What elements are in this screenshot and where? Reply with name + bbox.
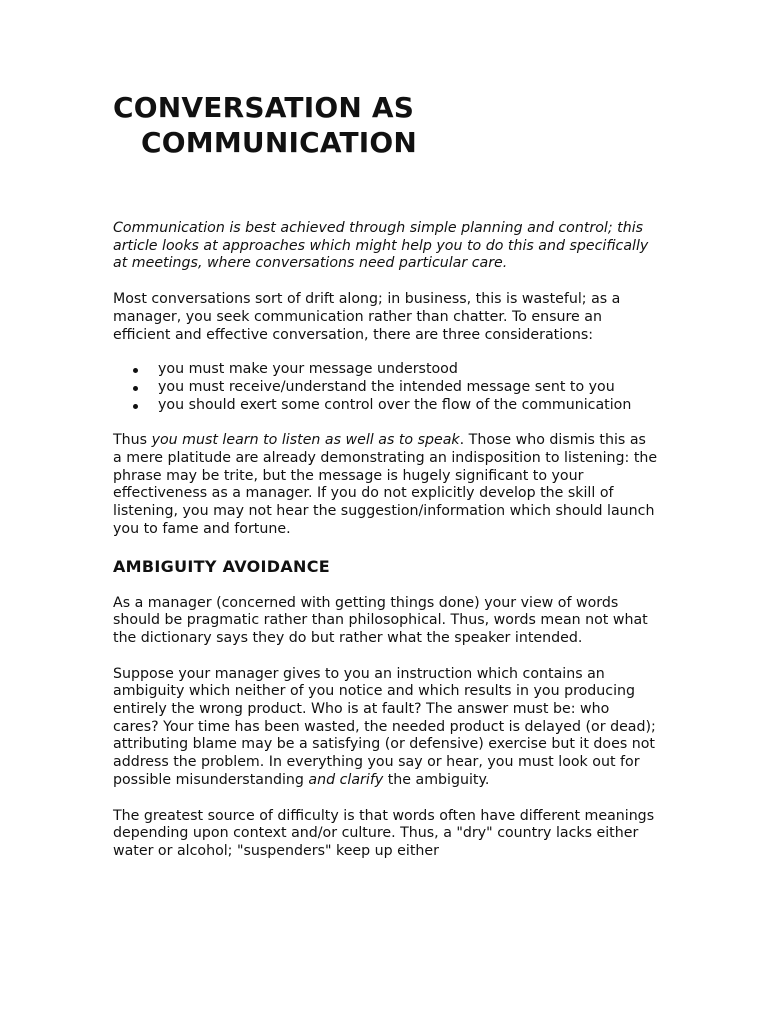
title-line-2: COMMUNICATION xyxy=(141,126,418,159)
document-title xyxy=(113,90,658,160)
paragraph-instruction xyxy=(113,666,658,790)
list-item-text: you should exert some control over the flow of the communication xyxy=(158,396,632,413)
list-item-text: you must receive/understand the intended message sent to you xyxy=(158,378,615,395)
paragraph-difficulty: The greatest source of difficulty is that words often have different meanings depending upon context and/or culture. Thus, a "dry" country lacks either water or alcohol; "suspenders" keep up either xyxy=(113,807,655,859)
bullet-icon xyxy=(133,386,138,391)
instruction-text-end: the ambiguity. xyxy=(383,771,490,788)
instruction-text-start: Suppose your manager gives to you an instruction which contains an ambiguity which neither of you notice and which results in you producing entirely the wrong product. Who is at fault? The answer must be: who cares? Your time has been wasted, the needed product is delayed (or dead); attributing blame may be a satisfying (or defensive) exercise but it does not address the problem. In everything you say or hear, you must look out for possible misunderstanding xyxy=(113,665,656,788)
bullet-icon xyxy=(133,404,138,409)
paragraph-conversations: Most conversations sort of drift along; in business, this is wasteful; as a manager, you seek communication rather than chatter. To ensure an efficient and effective conversation, there are three considerations: xyxy=(113,291,621,343)
title-line-1: CONVERSATION AS xyxy=(113,91,415,124)
paragraph-listening xyxy=(113,432,658,538)
list-item xyxy=(113,397,658,415)
paragraph-pragmatic: As a manager (concerned with getting things done) your view of words should be pragmatic rather than philosophical. Thus, words mean not what the dictionary says they do but rather what the speaker intended. xyxy=(113,594,648,646)
document-page xyxy=(113,90,658,861)
listening-text-end: . Those who dismis this as a mere platitude are already demonstrating an indisposition to listening: the phrase may be trite, but the message is hugely significant to your effectiveness as a manager. If you do not explicitly develop the skill of listening, you may not hear the suggestion/information which should launch you to fame and fortune. xyxy=(113,432,658,537)
section-heading-ambiguity: AMBIGUITY AVOIDANCE xyxy=(113,556,330,576)
list-item xyxy=(113,379,658,397)
considerations-list xyxy=(113,361,658,414)
listening-text-start: Thus xyxy=(113,432,152,449)
intro-paragraph: Communication is best achieved through simple planning and control; this article looks at approaches which might help you to do this and specifically at meetings, where conversations need particular care. xyxy=(113,220,649,272)
list-item xyxy=(113,361,658,379)
bullet-icon xyxy=(133,368,138,373)
listening-emphasis: you must learn to listen as well as to speak xyxy=(151,432,460,449)
list-item-text: you must make your message understood xyxy=(158,361,458,378)
instruction-emphasis: and clarify xyxy=(308,771,384,788)
